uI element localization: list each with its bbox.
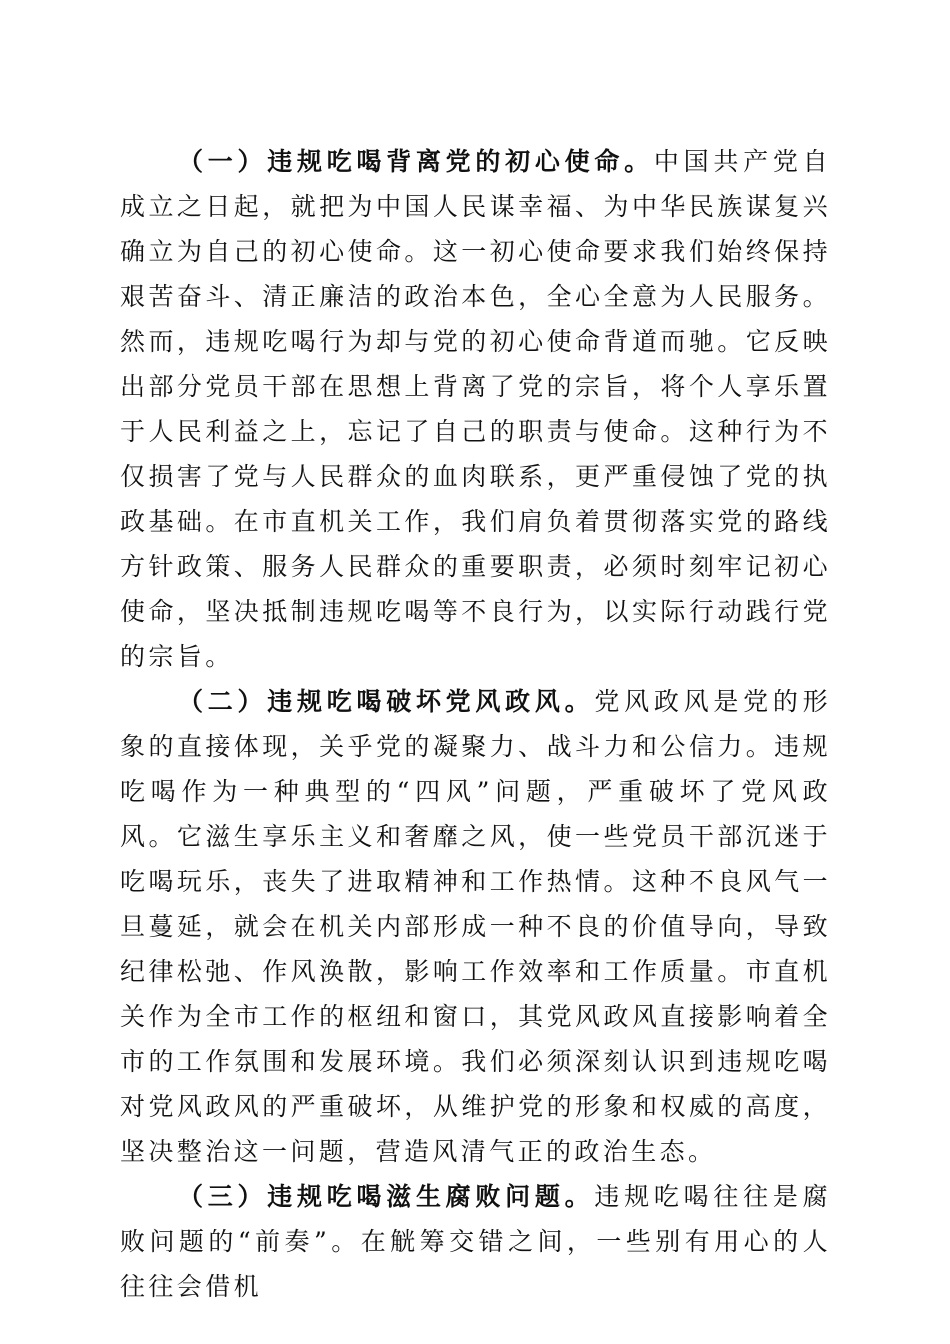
- paragraph-3-body: 违规吃喝往往是腐败问题的“前奏”。在觥筹交错之间，一些别有用心的人往往会借机: [120, 1182, 832, 1301]
- paragraph-1-body: 中国共产党自成立之日起，就把为中国人民谋幸福、为中华民族谋复兴确立为自己的初心使命。这一初心使命要求我们始终保持艰苦奋斗、清正廉洁的政治本色，全心全意为人民服务。然而，违规吃喝行为却与党的初心使命背道而驰。它反映出部分党员干部在思想上背离了党的宗旨，将个人享乐置于人民利益之上，忘记了自己的职责与使命。这种行为不仅损害了党与人民群众的血肉联系，更严重侵蚀了党的执政基础。在市直机关工作，我们肩负着贯彻落实党的路线方针政策、服务人民群众的重要职责，必须时刻牢记初心使命，坚决抵制违规吃喝等不良行为，以实际行动践行党的宗旨。: [120, 147, 832, 671]
- paragraph-3-heading: （三）违规吃喝滋生腐败问题。: [178, 1182, 595, 1211]
- paragraph-1: [120, 139, 831, 679]
- paragraph-3: [120, 1174, 831, 1309]
- paragraph-2: [120, 679, 831, 1174]
- document-body: [120, 139, 831, 1309]
- paragraph-2-heading: （二）违规吃喝破坏党风政风。: [178, 687, 595, 716]
- paragraph-2-body: 党风政风是党的形象的直接体现，关乎党的凝聚力、战斗力和公信力。违规吃喝作为一种典型的“四风”问题，严重破坏了党风政风。它滋生享乐主义和奢靡之风，使一些党员干部沉迷于吃喝玩乐，丧失了进取精神和工作热情。这种不良风气一旦蔓延，就会在机关内部形成一种不良的价值导向，导致纪律松弛、作风涣散，影响工作效率和工作质量。市直机关作为全市工作的枢纽和窗口，其党风政风直接影响着全市的工作氛围和发展环境。我们必须深刻认识到违规吃喝对党风政风的严重破坏，从维护党的形象和权威的高度，坚决整治这一问题，营造风清气正的政治生态。: [120, 687, 832, 1166]
- paragraph-1-heading: （一）违规吃喝背离党的初心使命。: [178, 147, 654, 176]
